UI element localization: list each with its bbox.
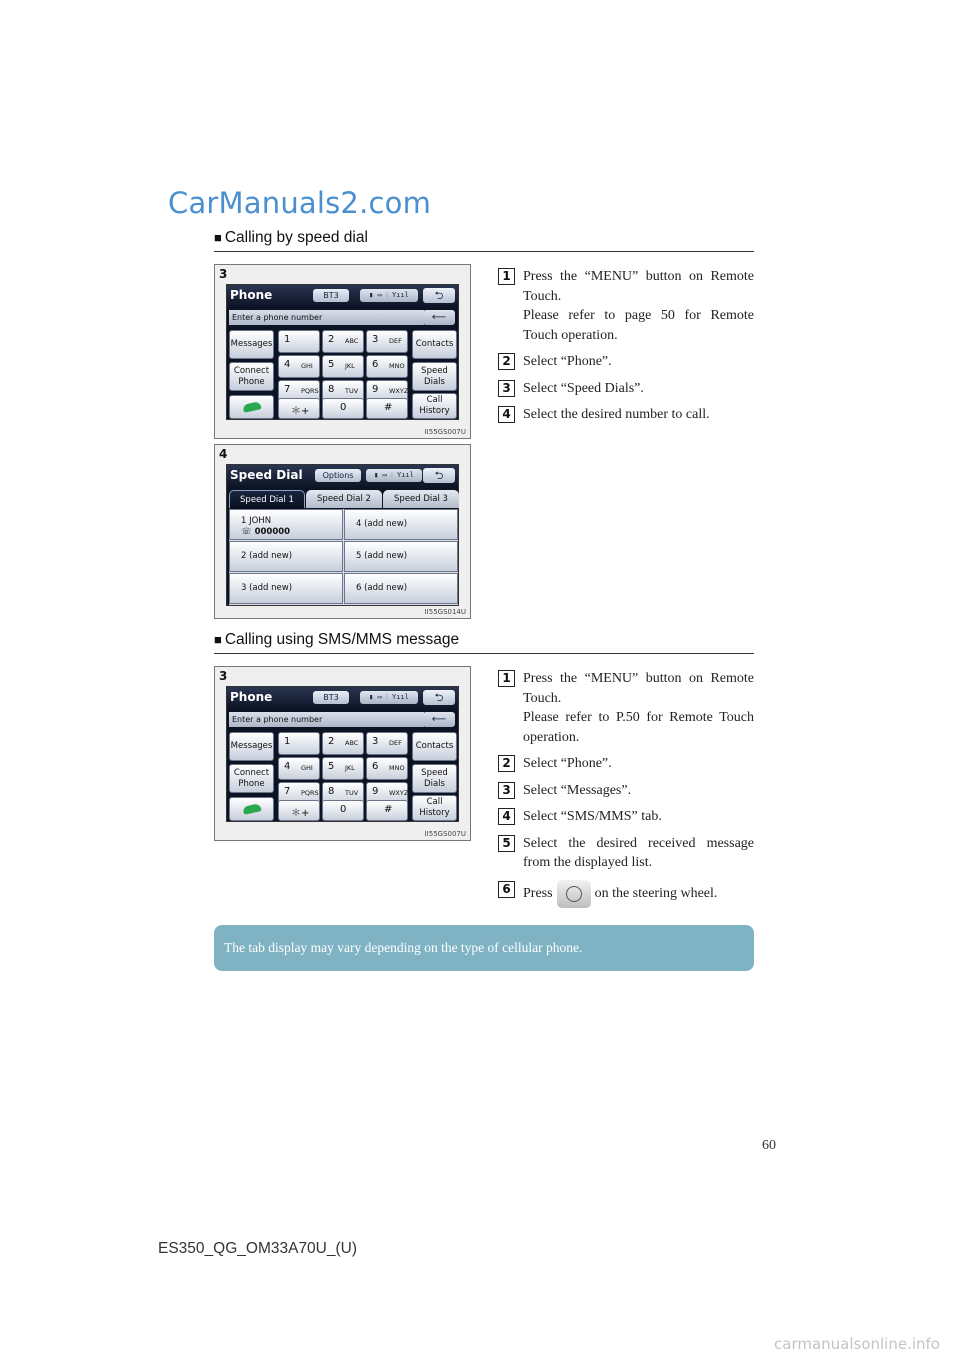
slot-label: 5 (add new) <box>356 551 408 561</box>
key-digit: 7 <box>284 384 291 395</box>
key-digit: 0 <box>340 402 347 413</box>
speed-dial-slot[interactable] <box>344 573 458 604</box>
step-item <box>498 405 754 425</box>
key-digit: 7 <box>284 786 291 797</box>
back-button[interactable]: ⮌ <box>423 690 455 705</box>
call-history-button[interactable]: Call History <box>412 393 457 419</box>
signal-battery-icon: ▮ ▭ ⫶ Yııl <box>360 289 418 302</box>
step-text: on the steering wheel. <box>594 885 718 901</box>
step-text: Select the desired number to call. <box>523 407 710 422</box>
key-letters: ABC <box>345 337 359 345</box>
section-title-speed-dial: ■ Calling by speed dial <box>214 229 754 252</box>
slot-number: ☏ 000000 <box>241 527 291 537</box>
speed-dial-slot[interactable] <box>344 509 458 540</box>
screenshot-speed-dial <box>214 444 471 619</box>
step-number-badge: 4 <box>498 406 515 423</box>
keypad-key-11[interactable] <box>322 800 364 821</box>
keypad-key-12[interactable] <box>366 398 408 419</box>
screen-title-bar <box>227 465 458 487</box>
keypad-key-12[interactable] <box>366 800 408 821</box>
slot-label: 3 (add new) <box>241 583 293 593</box>
speed-dial-slot[interactable] <box>229 541 343 572</box>
step-text: Select “SMS/MMS” tab. <box>523 809 662 824</box>
step-number-badge: 6 <box>498 881 515 898</box>
tab-speed-dial-3[interactable]: Speed Dial 3 <box>383 490 459 508</box>
speed-dial-grid <box>229 509 458 605</box>
key-digit: # <box>384 402 393 413</box>
steps-list-sms-mms <box>498 669 754 908</box>
call-button[interactable] <box>229 797 274 821</box>
step-text: Select “Phone”. <box>523 354 612 369</box>
phone-screen <box>226 284 459 420</box>
speed-dials-button[interactable]: Speed Dials <box>412 362 457 391</box>
key-letters: MNO <box>389 764 405 772</box>
connect-phone-button[interactable]: Connect Phone <box>229 362 274 391</box>
key-digit: 8 <box>328 786 335 797</box>
key-digit: 6 <box>372 359 379 370</box>
key-letters: DEF <box>389 739 402 747</box>
keypad-key-2[interactable] <box>322 330 364 353</box>
tab-speed-dial-1[interactable]: Speed Dial 1 <box>229 490 305 508</box>
keypad-key-2[interactable] <box>322 732 364 755</box>
key-letters: GHI <box>301 764 313 772</box>
step-text: Press the “MENU” button on Remote Touch. <box>523 269 754 304</box>
handset-icon <box>242 401 261 413</box>
step-item <box>498 669 754 747</box>
source-indicator[interactable]: BT3 <box>313 289 349 302</box>
call-button[interactable] <box>229 395 274 419</box>
messages-button[interactable]: Messages <box>229 330 274 359</box>
watermark: carmanualsonline.info <box>774 1335 940 1353</box>
slot-label: 4 (add new) <box>356 519 408 529</box>
step-item <box>498 781 754 801</box>
step-item <box>498 834 754 873</box>
step-text: Select “Phone”. <box>523 756 612 771</box>
site-logo: CarManuals2.com <box>168 186 432 220</box>
key-letters: ABC <box>345 739 359 747</box>
call-history-button[interactable]: Call History <box>412 795 457 821</box>
keypad-key-3[interactable] <box>366 732 408 755</box>
step-item <box>498 267 754 345</box>
signal-battery-icon: ▮ ▭ ⫶ Yııl <box>366 469 422 482</box>
key-letters: TUV <box>345 789 359 797</box>
step-subtext: Please refer to P.50 for Remote Touch operation. <box>523 710 754 745</box>
slot-label: 6 (add new) <box>356 583 408 593</box>
step-number-badge: 2 <box>498 353 515 370</box>
key-letters: GHI <box>301 362 313 370</box>
step-number-badge: 3 <box>498 380 515 397</box>
key-letters: JKL <box>345 362 355 370</box>
speed-dial-tabs <box>229 490 458 508</box>
source-indicator[interactable]: BT3 <box>313 691 349 704</box>
step-text: Press <box>523 885 553 901</box>
square-bullet-icon: ■ <box>214 230 222 245</box>
delete-button[interactable]: ⟵ <box>423 310 455 325</box>
step-number-badge: 1 <box>498 670 515 687</box>
slot-label: 2 (add new) <box>241 551 293 561</box>
image-code: II55GS014U <box>424 608 466 616</box>
key-digit: 8 <box>328 384 335 395</box>
key-digit: 5 <box>328 761 335 772</box>
key-digit: 3 <box>372 736 379 747</box>
speed-dial-slot[interactable] <box>229 573 343 604</box>
image-code: II55GS007U <box>424 428 466 436</box>
step-text: Press the “MENU” button on Remote Touch. <box>523 671 754 706</box>
steps-list-speed-dial <box>498 267 754 432</box>
screenshot-phone-keypad <box>214 666 471 841</box>
key-digit: 1 <box>284 736 291 747</box>
phone-number-input[interactable]: Enter a phone number <box>229 712 424 727</box>
handset-icon <box>242 803 261 815</box>
screen-title: Phone <box>230 690 273 704</box>
key-digit: 2 <box>328 334 335 345</box>
keypad-key-6[interactable] <box>366 757 408 780</box>
keypad-key-11[interactable] <box>322 398 364 419</box>
key-digit: 1 <box>284 334 291 345</box>
key-digit: ＊+ <box>291 808 310 819</box>
keypad-key-1[interactable] <box>278 330 320 353</box>
step-number-badge: 2 <box>498 755 515 772</box>
key-digit: 9 <box>372 384 379 395</box>
step-number-badge: 3 <box>498 782 515 799</box>
keypad-key-6[interactable] <box>366 355 408 378</box>
step-text: Select “Messages”. <box>523 782 632 798</box>
key-digit: 0 <box>340 804 347 815</box>
screen-title: Phone <box>230 288 273 302</box>
key-letters: DEF <box>389 337 402 345</box>
options-button[interactable]: Options <box>315 469 361 482</box>
key-digit: 4 <box>284 761 291 772</box>
key-letters: WXYZ <box>389 387 409 395</box>
image-code: II55GS007U <box>424 830 466 838</box>
tab-speed-dial-2[interactable]: Speed Dial 2 <box>306 490 382 508</box>
step-number-badge: 1 <box>498 268 515 285</box>
key-letters: MNO <box>389 362 405 370</box>
key-letters: TUV <box>345 387 359 395</box>
phone-screen <box>226 686 459 822</box>
back-button[interactable]: ⮌ <box>423 288 455 303</box>
step-item <box>498 352 754 372</box>
messages-button[interactable]: Messages <box>229 732 274 761</box>
key-letters: PQRS <box>301 387 319 395</box>
step-subtext: Please refer to page 50 for Remote Touch operation. <box>523 308 754 343</box>
speed-dial-slot[interactable] <box>344 541 458 572</box>
key-digit: 3 <box>372 334 379 345</box>
key-digit: # <box>384 804 393 815</box>
speed-dials-button[interactable]: Speed Dials <box>412 764 457 793</box>
back-button[interactable]: ⮌ <box>423 468 455 483</box>
screenshot-phone-keypad <box>214 264 471 439</box>
key-letters: JKL <box>345 764 355 772</box>
key-digit: 4 <box>284 359 291 370</box>
step-number-badge: 3 <box>219 669 228 683</box>
screen-title: Speed Dial <box>230 468 303 482</box>
phone-number-input[interactable]: Enter a phone number <box>229 310 424 325</box>
slot-label: 1 JOHN <box>241 516 272 526</box>
document-id: ES350_QG_OM33A70U_(U) <box>158 1240 358 1257</box>
page-number: 60 <box>762 1138 776 1153</box>
step-text: Select the desired received message from the displayed list. <box>523 835 754 870</box>
keypad-key-3[interactable] <box>366 330 408 353</box>
key-digit: 6 <box>372 761 379 772</box>
step-text: Select “Speed Dials”. <box>523 380 644 396</box>
square-bullet-icon: ■ <box>214 632 222 647</box>
key-letters: PQRS <box>301 789 319 797</box>
keypad-key-5[interactable] <box>322 757 364 780</box>
screen-title-bar <box>227 285 458 307</box>
section-title-sms-mms: ■ Calling using SMS/MMS message <box>214 631 754 654</box>
key-digit: 2 <box>328 736 335 747</box>
keypad-key-1[interactable] <box>278 732 320 755</box>
keypad-key-10[interactable] <box>278 800 320 821</box>
step-number-badge: 5 <box>498 835 515 852</box>
steering-wheel-phone-switch-icon <box>557 880 591 908</box>
signal-battery-icon: ▮ ▭ ⫶ Yııl <box>360 691 418 704</box>
delete-button[interactable]: ⟵ <box>423 712 455 727</box>
keypad-key-4[interactable] <box>278 757 320 780</box>
keypad-key-4[interactable] <box>278 355 320 378</box>
contacts-button[interactable]: Contacts <box>412 330 457 359</box>
step-item <box>498 880 754 908</box>
key-letters: WXYZ <box>389 789 409 797</box>
contacts-button[interactable]: Contacts <box>412 732 457 761</box>
connect-phone-button[interactable]: Connect Phone <box>229 764 274 793</box>
note-box: The tab display may vary depending on the type of cellular phone. <box>214 925 754 971</box>
step-item <box>498 807 754 827</box>
speed-dial-slot[interactable] <box>229 509 343 540</box>
speed-dial-screen <box>226 464 459 606</box>
step-number-badge: 4 <box>498 808 515 825</box>
keypad-key-10[interactable] <box>278 398 320 419</box>
screen-title-bar <box>227 687 458 709</box>
key-digit: ＊+ <box>291 406 310 417</box>
key-digit: 9 <box>372 786 379 797</box>
step-item <box>498 379 754 399</box>
step-item <box>498 754 754 774</box>
step-number-badge: 3 <box>219 267 228 281</box>
keypad-key-5[interactable] <box>322 355 364 378</box>
step-number-badge: 4 <box>219 447 228 461</box>
key-digit: 5 <box>328 359 335 370</box>
